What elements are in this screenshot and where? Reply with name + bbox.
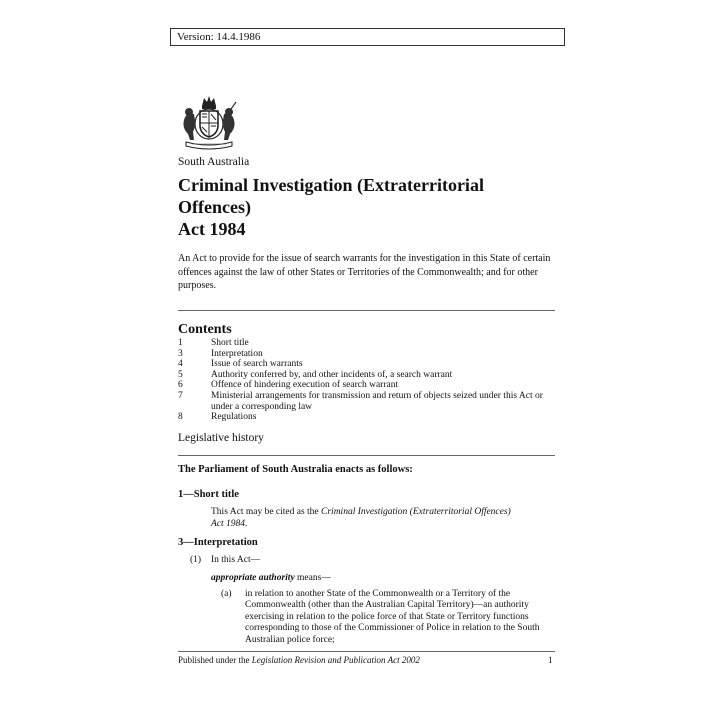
publication-act-name: Legislation Revision and Publication Act 2002 xyxy=(251,655,420,665)
paragraph-line: in relation to another State of the Commonwealth or a Territory of the xyxy=(245,589,511,599)
legislative-history-link[interactable]: Legislative history xyxy=(178,432,264,444)
enacting-formula: The Parliament of South Australia enacts as follows: xyxy=(178,464,413,475)
definition-term: appropriate authority xyxy=(211,573,295,583)
royal-coat-of-arms-icon xyxy=(178,92,240,150)
toc-item-3[interactable] xyxy=(178,349,556,360)
toc-item-title: Regulations xyxy=(211,412,257,423)
subsection-text: In this Act— xyxy=(211,555,261,565)
toc-item-1[interactable] xyxy=(178,338,556,349)
publication-note xyxy=(178,655,420,665)
section-1-act-name-line-2: Act 1984 xyxy=(211,518,246,529)
toc-item-title: Short title xyxy=(211,338,249,348)
toc-item-number: 7 xyxy=(178,390,183,401)
act-title xyxy=(178,174,558,240)
table-of-contents xyxy=(178,338,556,423)
contents-heading: Contents xyxy=(178,322,232,337)
toc-item-number: 8 xyxy=(178,412,183,423)
toc-item-title: Authority conferred by, and other incidents of, a search warrant xyxy=(211,369,453,380)
toc-item-number: 6 xyxy=(178,380,183,391)
toc-item-number: 5 xyxy=(178,369,183,380)
toc-item-number: 1 xyxy=(178,338,183,348)
long-title: An Act to provide for the issue of search warrants for the investigation in this State of certain offences against the law of other States or Territories of the Commonwealth; and for other purposes. xyxy=(178,253,551,291)
act-title-line-2: Act 1984 xyxy=(178,219,246,239)
act-title-line-1: Criminal Investigation (Extraterritorial Offences) xyxy=(178,175,484,217)
contents-divider xyxy=(178,310,555,311)
publication-note-prefix: Published under the xyxy=(178,655,252,665)
definition-line xyxy=(211,573,331,583)
paragraph-number: (a) xyxy=(221,589,232,599)
section-1-act-name-line-1: Criminal Investigation (Extraterritorial Offences) xyxy=(321,507,511,517)
toc-item-7[interactable] xyxy=(178,391,556,412)
paragraph-line: exercising in relation to the police force of that State or Territory functions xyxy=(245,611,529,622)
toc-item-number: 4 xyxy=(178,359,183,370)
page-number: 1 xyxy=(548,655,553,665)
toc-item-number: 3 xyxy=(178,348,183,359)
section-1-text xyxy=(211,507,541,530)
toc-item-5[interactable] xyxy=(178,370,556,381)
toc-item-title: Issue of search warrants xyxy=(211,359,303,370)
definition-means: means— xyxy=(294,573,331,583)
section-3-heading: 3—Interpretation xyxy=(178,537,258,548)
toc-item-6[interactable] xyxy=(178,380,556,391)
toc-item-8[interactable] xyxy=(178,412,556,423)
version-box xyxy=(170,28,565,46)
section-1-heading: 1—Short title xyxy=(178,489,239,500)
toc-item-title: Interpretation xyxy=(211,348,263,359)
paragraph-line: Australian police force; xyxy=(245,634,335,645)
version-label: Version: 14.4.1986 xyxy=(177,31,261,43)
paragraph-line: Commonwealth (other than the Australian Capital Territory)—an authority xyxy=(245,600,529,611)
toc-item-4[interactable] xyxy=(178,359,556,370)
toc-item-title: Offence of hindering execution of search warrant xyxy=(211,380,399,391)
jurisdiction-label: South Australia xyxy=(178,156,250,168)
section-1-text-prefix: This Act may be cited as the xyxy=(211,507,322,517)
toc-item-title: Ministerial arrangements for transmission and return of objects seized under this Act or under a corresponding law xyxy=(211,390,543,412)
paragraph-line: corresponding to those of the Commissioner of Police in relation to the South xyxy=(245,623,540,634)
paragraph-a-text xyxy=(245,589,557,646)
body-divider xyxy=(178,455,555,456)
section-1-text-suffix: . xyxy=(245,518,248,529)
footer-divider xyxy=(178,651,555,652)
subsection-number: (1) xyxy=(190,555,202,565)
